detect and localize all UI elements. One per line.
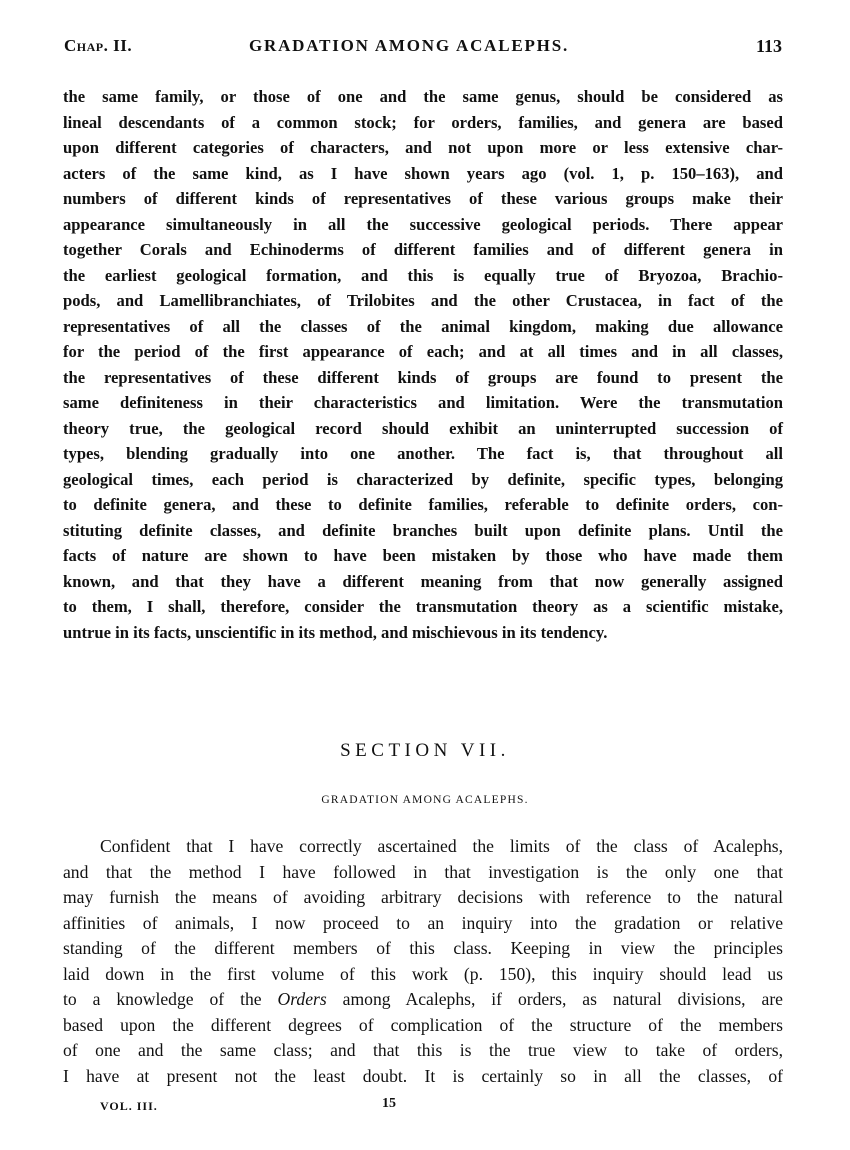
- volume-label: VOL. III.: [100, 1099, 158, 1113]
- text-line: for the period of the first appearance of each; and at all times and in all classes,: [63, 342, 783, 361]
- text-line: appearance simultaneously in all the successive geological periods. There appear: [63, 214, 783, 234]
- paragraph-section-vii: [63, 834, 783, 1089]
- paragraph-continued: [63, 84, 783, 645]
- text-line: to definite genera, and these to definite families, referable to definite orders, con-: [63, 495, 783, 514]
- text-line: geological times, each period is characterized by definite, specific types, belonging: [63, 469, 783, 489]
- text-line: and that the method I have followed in that investigation is the only one that: [63, 861, 783, 882]
- text-line: to a knowledge of the Orders among Acalephs, if orders, as natural divisions, are: [63, 989, 783, 1009]
- page-number: 113: [755, 36, 782, 56]
- text-line: upon different categories of characters, and not upon more or less extensive char-: [63, 138, 783, 157]
- text-line: known, and that they have a different meaning from that now generally assigned: [63, 571, 783, 591]
- text-line: together Corals and Echinoderms of different families and of different genera in: [63, 240, 783, 259]
- text-line: the earliest geological formation, and this is equally true of Bryozoa, Brachio-: [63, 265, 783, 285]
- running-head: [64, 36, 782, 62]
- text-line: may furnish the means of avoiding arbitrary decisions with reference to the natural: [63, 887, 783, 907]
- text-line: laid down in the first volume of this work (p. 150), this inquiry should lead us: [63, 963, 783, 984]
- section-subheading: GRADATION AMONG ACALEPHS.: [321, 794, 529, 806]
- page-footer: [100, 1096, 400, 1118]
- text-line: affinities of animals, I now proceed to an inquiry into the gradation or relative: [63, 912, 783, 933]
- text-line: standing of the different members of this class. Keeping in view the principles: [63, 938, 783, 958]
- signature-mark: 15: [382, 1096, 396, 1111]
- text-line: acters of the same kind, as I have shown years ago (vol. 1, p. 150–163), and: [63, 163, 783, 183]
- text-line: I have at present not the least doubt. It is certainly so in all the classes, of: [63, 1065, 783, 1086]
- text-line: untrue in its facts, unscientific in its method, and mischievous in its tendency.: [63, 622, 608, 642]
- text-line: numbers of different kinds of representatives of these various groups make their: [63, 189, 783, 208]
- chapter-label: Chap. II.: [64, 36, 133, 55]
- text-line: representatives of all the classes of the animal kingdom, making due allowance: [63, 316, 783, 336]
- text-line: to them, I shall, therefore, consider the transmutation theory as a scientific mistake,: [63, 597, 783, 616]
- text-line: theory true, the geological record should exhibit an uninterrupted succession of: [63, 418, 783, 438]
- text-line: pods, and Lamellibranchiates, of Trilobites and the other Crustacea, in fact of the: [63, 291, 783, 310]
- text-line: same definiteness in their characteristics and limitation. Were the transmutation: [63, 393, 783, 412]
- italic-term: Orders: [277, 989, 327, 1009]
- text-line: stituting definite classes, and definite branches built upon definite plans. Until the: [63, 520, 783, 540]
- text-line: facts of nature are shown to have been mistaken by those who have made them: [63, 546, 783, 565]
- section-heading: SECTION VII.: [340, 740, 510, 761]
- running-title: GRADATION AMONG ACALEPHS.: [249, 36, 570, 55]
- text-line: types, blending gradually into one another. The fact is, that throughout all: [63, 444, 783, 463]
- text-line: the same family, or those of one and the same genus, should be considered as: [63, 87, 783, 106]
- text-line: lineal descendants of a common stock; for orders, families, and genera are based: [63, 112, 783, 132]
- text-line: Confident that I have correctly ascertained the limits of the class of Acalephs,: [100, 836, 783, 856]
- text-line: based upon the different degrees of complication of the structure of the members: [63, 1014, 783, 1035]
- text-line: the representatives of these different kinds of groups are found to present the: [63, 367, 783, 387]
- text-line: of one and the same class; and that this is the true view to take of orders,: [63, 1040, 783, 1060]
